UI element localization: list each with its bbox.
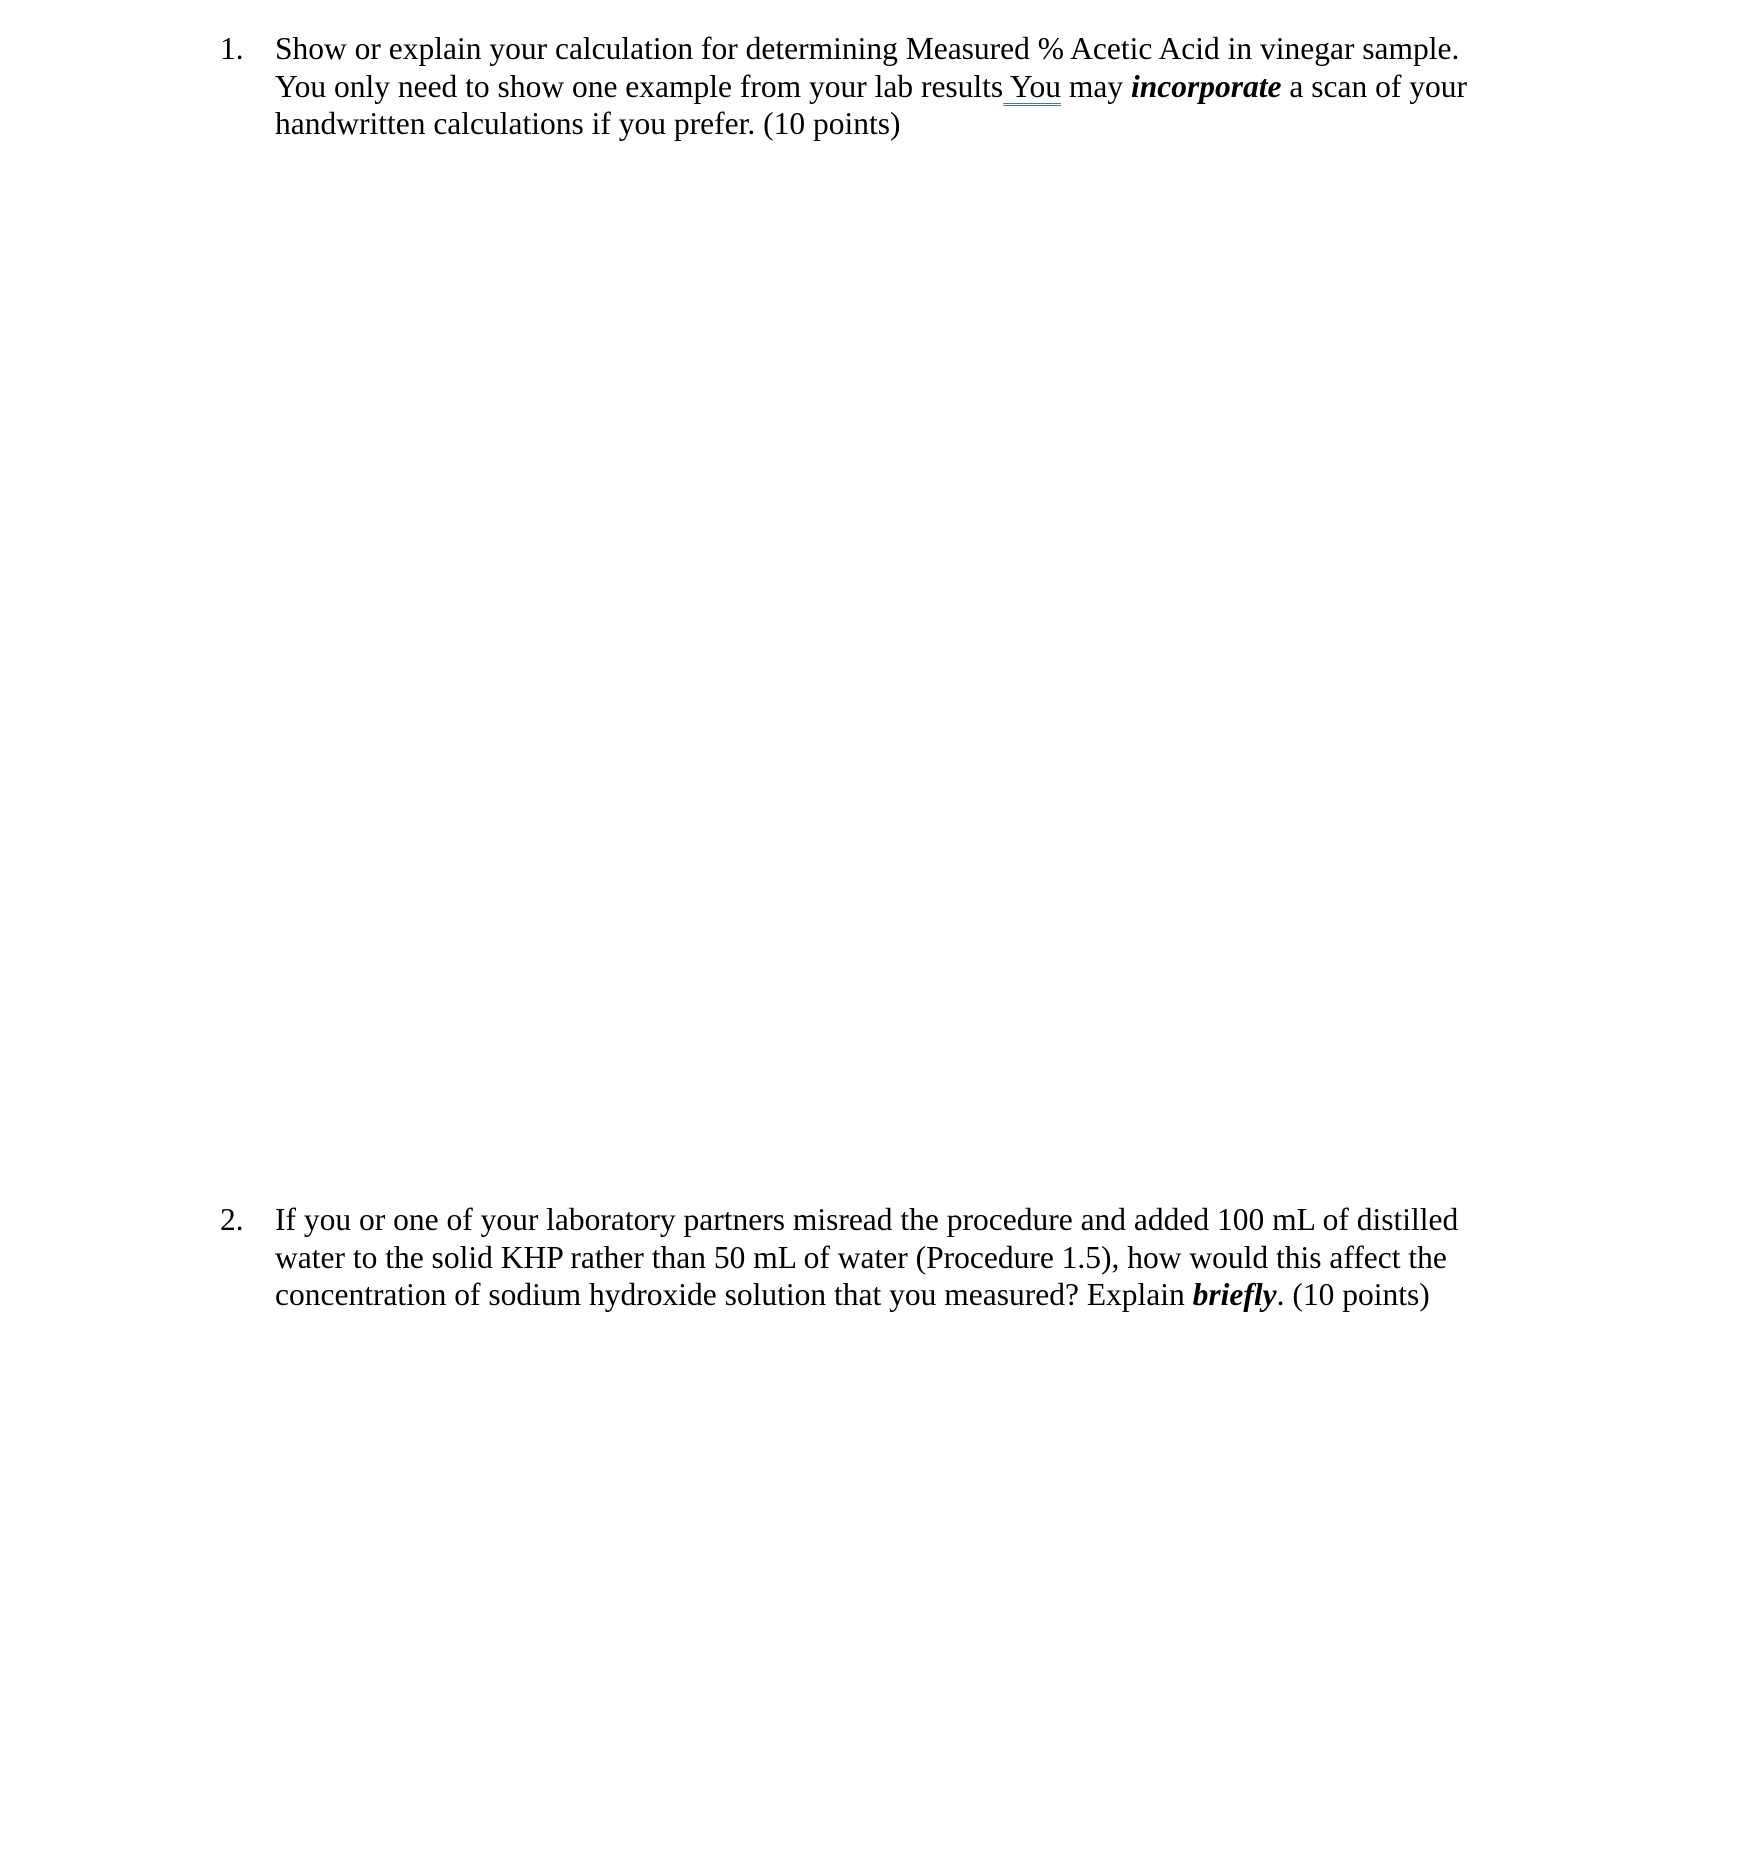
question-2-number: 2. — [220, 1202, 244, 1237]
question-1-line-2-end: a scan of your — [1281, 68, 1467, 104]
emphasis-briefly: briefly — [1192, 1277, 1277, 1312]
question-1 — [220, 30, 1640, 143]
question-1-number: 1. — [220, 31, 244, 66]
question-1-line-1: Show or explain your calculation for determining Measured % Acetic Acid in vinegar sample. — [275, 31, 1460, 66]
question-2-line-3-start: concentration of sodium hydroxide solution that you measured? Explain — [275, 1277, 1193, 1312]
question-1-line-2 — [275, 68, 1640, 106]
question-1-line-2-mid: may — [1061, 68, 1131, 104]
question-2-line-3-end: . (10 points) — [1276, 1277, 1430, 1312]
question-1-line-2-start: You only need to show one example from your lab results — [275, 68, 1004, 104]
question-2-text — [275, 1201, 1640, 1314]
question-2 — [220, 1201, 1640, 1314]
emphasis-incorporate: incorporate — [1131, 68, 1282, 104]
question-1-text — [275, 30, 1640, 143]
question-1-line-3: handwritten calculations if you prefer. (10 points) — [275, 106, 901, 141]
grammar-flagged-word[interactable]: You — [1003, 68, 1062, 104]
question-2-line-3 — [275, 1276, 1640, 1314]
question-2-line-1: If you or one of your laboratory partners misread the procedure and added 100 mL of distilled — [275, 1202, 1459, 1237]
question-2-line-2: water to the solid KHP rather than 50 mL of water (Procedure 1.5), how would this affect the — [275, 1239, 1447, 1275]
